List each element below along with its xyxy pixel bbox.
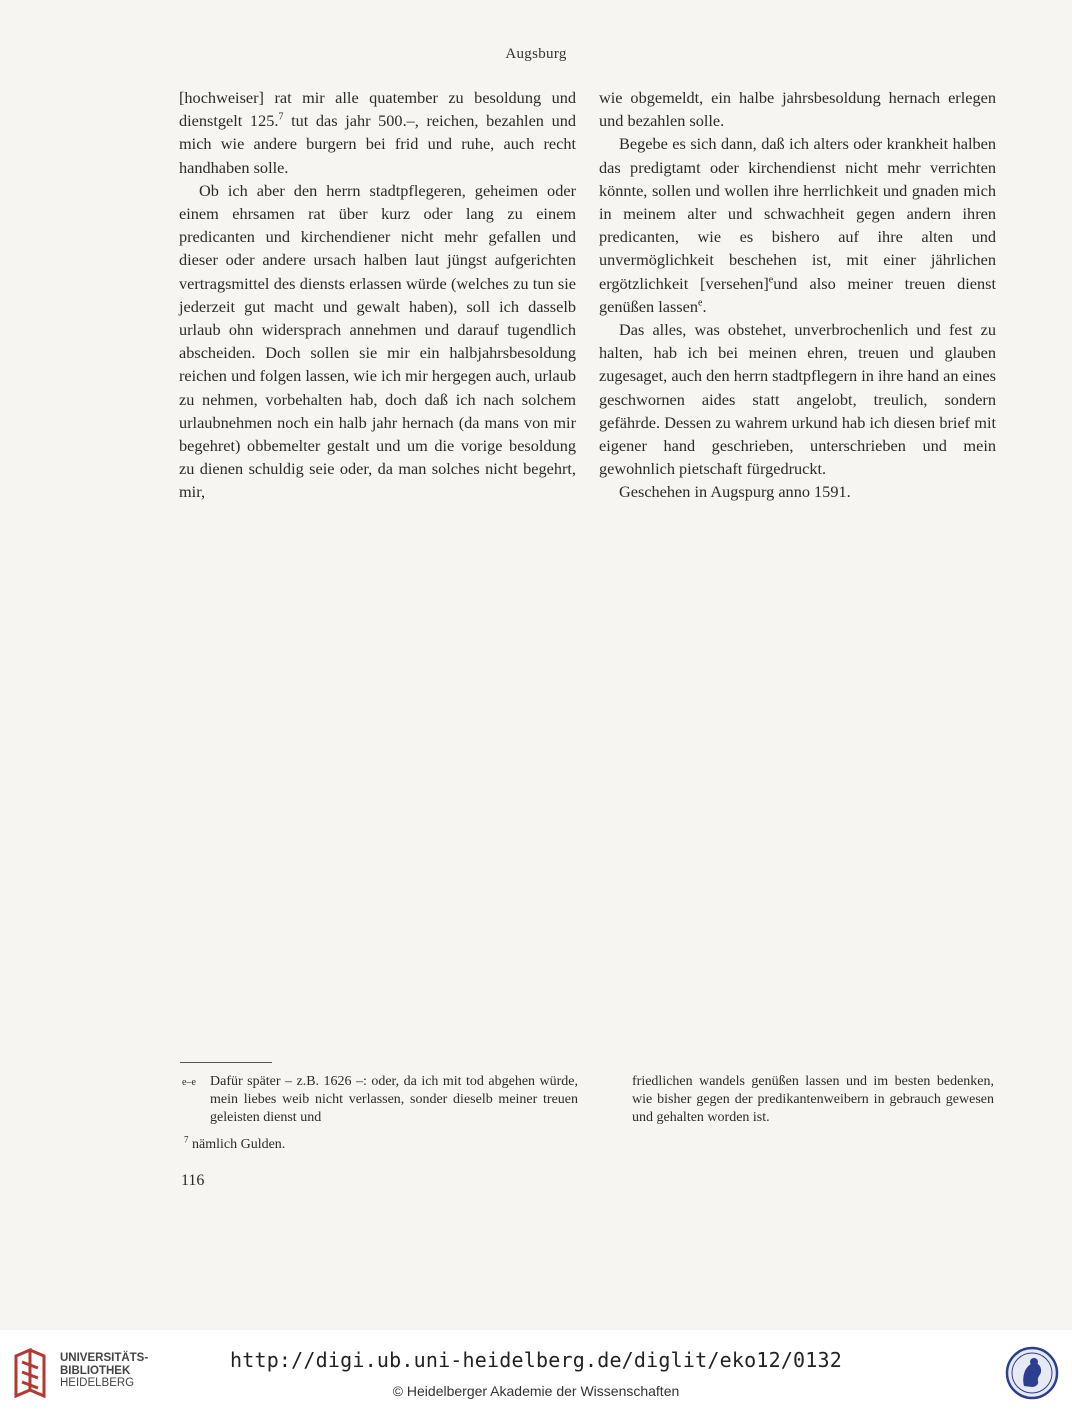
right-paragraph-1: wie obgemeldt, ein halbe jahrsbesoldung hernach erlegen und bezahlen solle. — [599, 88, 996, 131]
academy-seal-icon — [1004, 1344, 1060, 1402]
right-text-column — [599, 86, 996, 504]
footnote-7 — [184, 1136, 285, 1154]
copyright-notice: © Heidelberger Akademie der Wissenschaften — [392, 1383, 680, 1399]
footnote-7-marker: 7 — [184, 1134, 189, 1145]
digitization-footer — [0, 1330, 1072, 1410]
footnote-rule — [180, 1062, 272, 1063]
right-paragraph-4: Geschehen in Augspurg anno 1591. — [619, 482, 851, 502]
footnote-ee-marker: e–e — [182, 1077, 196, 1088]
footnote-ee-text-left: Dafür später – z.B. 1626 –: oder, da ich mit tod abgehen würde, mein liebes weib nicht verlassen, sonder dieselb meiner treuen geleisten dienst und — [210, 1074, 578, 1125]
right-paragraph-3: Das alles, was obstehet, unverbrochenlich und fest zu halten, hab ich bei meinen ehren, treuen und glauben zugesaget, auch den herrn stadtpflegern in ihre hand an eines geschwornen aides statt angelobt, treulich, sondern gefährde. Dessen zu wahrem urkund hab ich diesen brief mit eigener hand geschrieben, unterschrieben und mein gewohnlich pietschaft fürgedruckt. — [599, 320, 996, 479]
footnote-7-text: nämlich Gulden. — [192, 1137, 286, 1152]
library-name-line-1: UNIVERSITÄTS- — [60, 1352, 149, 1364]
page-number: 116 — [181, 1172, 205, 1189]
left-paragraph-2: Ob ich aber den herrn stadtpflegeren, geheimen oder einem ehrsamen rat über kurz oder lang zu einem predicanten und kirchendiener nicht mehr gefallen und dieser oder andere ursach halben laut jüngst aufgerichten vertragsmittel des diensts erlassen würde (welches zu tun sie jederzeit gut macht und gewalt haben), soll ich dasselb urlaub ohn widersprach annehmen und darauf tugendlich abscheiden. Doch sollen sie mir ein halbjahrsbesoldung reichen und folgen lassen, wie ich mir hergegen auch, urlaub zu nehmen, vorbehalten hab, doch daß ich nach solchem urlaubnehmen noch ein halb jahr hernach (da mans von mir begehret) obbemelter gestalt und um die vorige besoldung zu dienen schuldig seie oder, da man solches nicht begehrt, mir, — [179, 180, 576, 502]
library-name-line-3: HEIDELBERG — [60, 1377, 135, 1389]
library-name-line-2: BIBLIOTHEK — [60, 1364, 131, 1377]
left-paragraph-1: [hochweiser] rat mir alle quatember zu besoldung und dienstgelt 125.$^7$ tut das jahr 500.–, reichen, bezahlen und mich wie andere burgern bei frid und ruhe, auch recht handhaben solle. — [179, 88, 576, 177]
right-paragraph-2: Begebe es sich dann, daß ich alters oder krankheit halben das predigtamt oder kirchendienst nicht mehr verrichten könnte, sollen und wollen ihre herrlichkeit und gnaden mich in meinem alter und schwachheit gegen andern ihren predicanten, wie es bishero auf ihre alten und unvermöglichkeit beschehen ist, mit einer jährlichen ergötzlichkeit [versehen]$^e$und also meiner treuen dienst genüßen lassen$^e$. — [599, 134, 996, 316]
permalink-url[interactable]: http://digi.ub.uni-heidelberg.de/diglit/eko12/0132 — [229, 1348, 843, 1372]
footnote-ee-left — [182, 1073, 578, 1127]
footnote-ee-text-right: friedlichen wandels genüßen lassen und im besten bedenken, wie bisher gegen der predikantenweibern in gebrauch gewesen und gehalten worden ist. — [632, 1074, 994, 1125]
left-text-column — [179, 86, 576, 504]
running-title: Augsburg — [505, 46, 567, 62]
